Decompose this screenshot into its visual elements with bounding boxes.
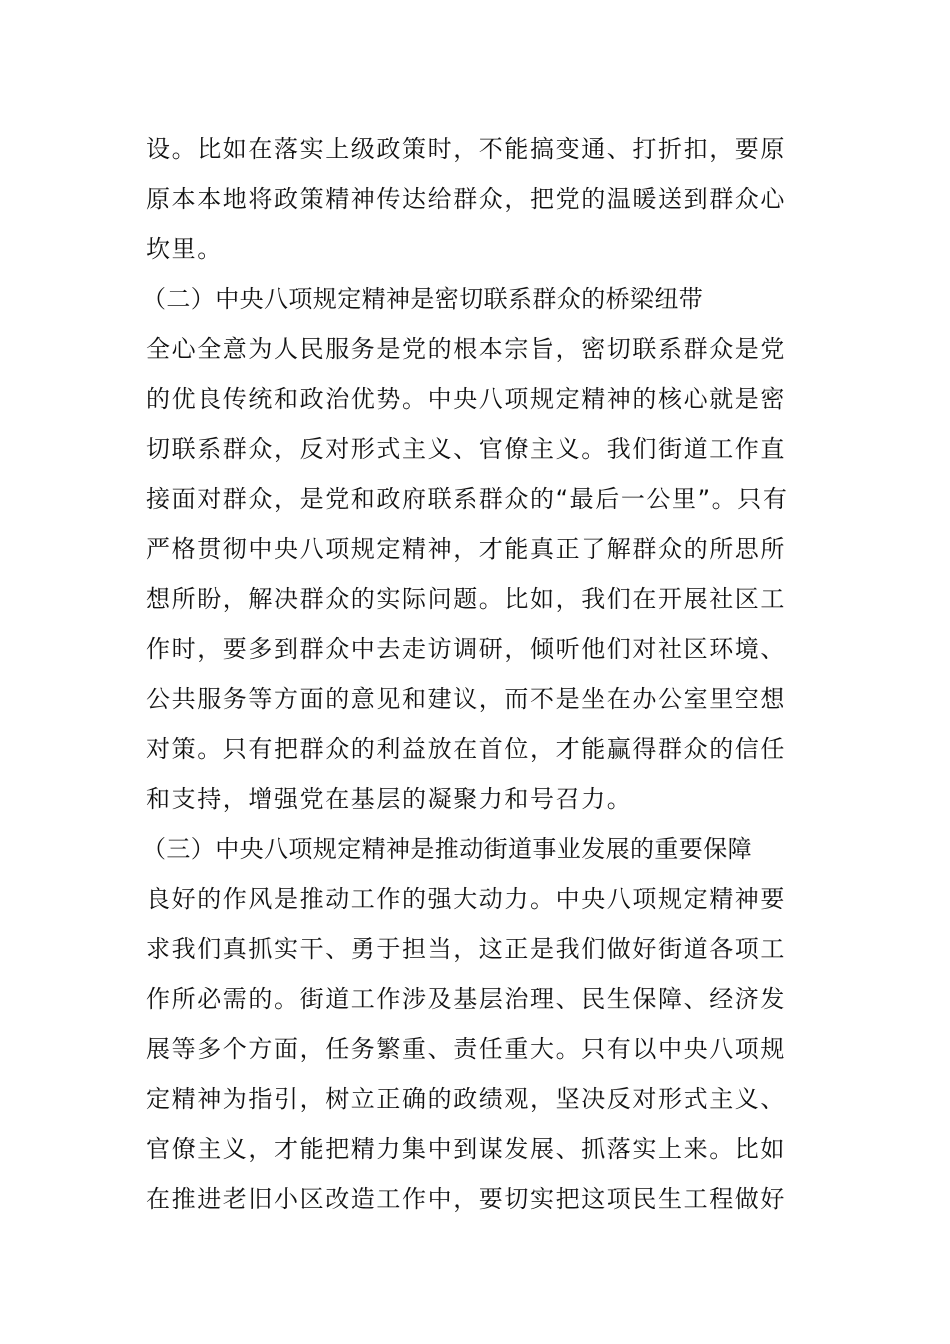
body-line: 切联系群众，反对形式主义、官僚主义。我们街道工作直 — [146, 435, 786, 463]
body-line: 设。比如在落实上级政策时，不能搞变通、打折扣，要原 — [146, 135, 786, 163]
body-line: 作时，要多到群众中去走访调研，倾听他们对社区环境、 — [146, 635, 786, 663]
body-line: 求我们真抓实干、勇于担当，这正是我们做好街道各项工 — [146, 935, 786, 963]
body-line: 原本本地将政策精神传达给群众，把党的温暖送到群众心 — [146, 185, 786, 213]
body-line: 对策。只有把群众的利益放在首位，才能赢得群众的信任 — [146, 735, 786, 763]
body-line: 公共服务等方面的意见和建议，而不是坐在办公室里空想 — [146, 685, 786, 713]
body-line: 接面对群众，是党和政府联系群众的“最后一公里”。只有 — [146, 485, 789, 513]
body-line: 严格贯彻中央八项规定精神，才能真正了解群众的所思所 — [146, 535, 786, 563]
body-line: 和支持，增强党在基层的凝聚力和号召力。 — [146, 785, 633, 813]
body-line: 作所必需的。街道工作涉及基层治理、民生保障、经济发 — [146, 985, 786, 1013]
section-heading-3: （三）中央八项规定精神是推动街道事业发展的重要保障 — [142, 835, 752, 863]
section-heading-2: （二）中央八项规定精神是密切联系群众的桥梁纽带 — [142, 285, 704, 313]
body-line: 官僚主义，才能把精力集中到谋发展、抓落实上来。比如 — [146, 1135, 786, 1163]
document-body — [142, 124, 826, 1224]
body-line: 在推进老旧小区改造工作中，要切实把这项民生工程做好 — [146, 1185, 786, 1213]
body-line: 定精神为指引，树立正确的政绩观，坚决反对形式主义、 — [146, 1085, 786, 1113]
body-line: 展等多个方面，任务繁重、责任重大。只有以中央八项规 — [146, 1035, 786, 1063]
body-line: 全心全意为人民服务是党的根本宗旨，密切联系群众是党 — [146, 335, 786, 363]
body-line: 想所盼，解决群众的实际问题。比如，我们在开展社区工 — [146, 585, 786, 613]
body-line: 的优良传统和政治优势。中央八项规定精神的核心就是密 — [146, 385, 786, 413]
body-line: 良好的作风是推动工作的强大动力。中央八项规定精神要 — [146, 885, 786, 913]
body-line: 坎里。 — [146, 235, 223, 263]
